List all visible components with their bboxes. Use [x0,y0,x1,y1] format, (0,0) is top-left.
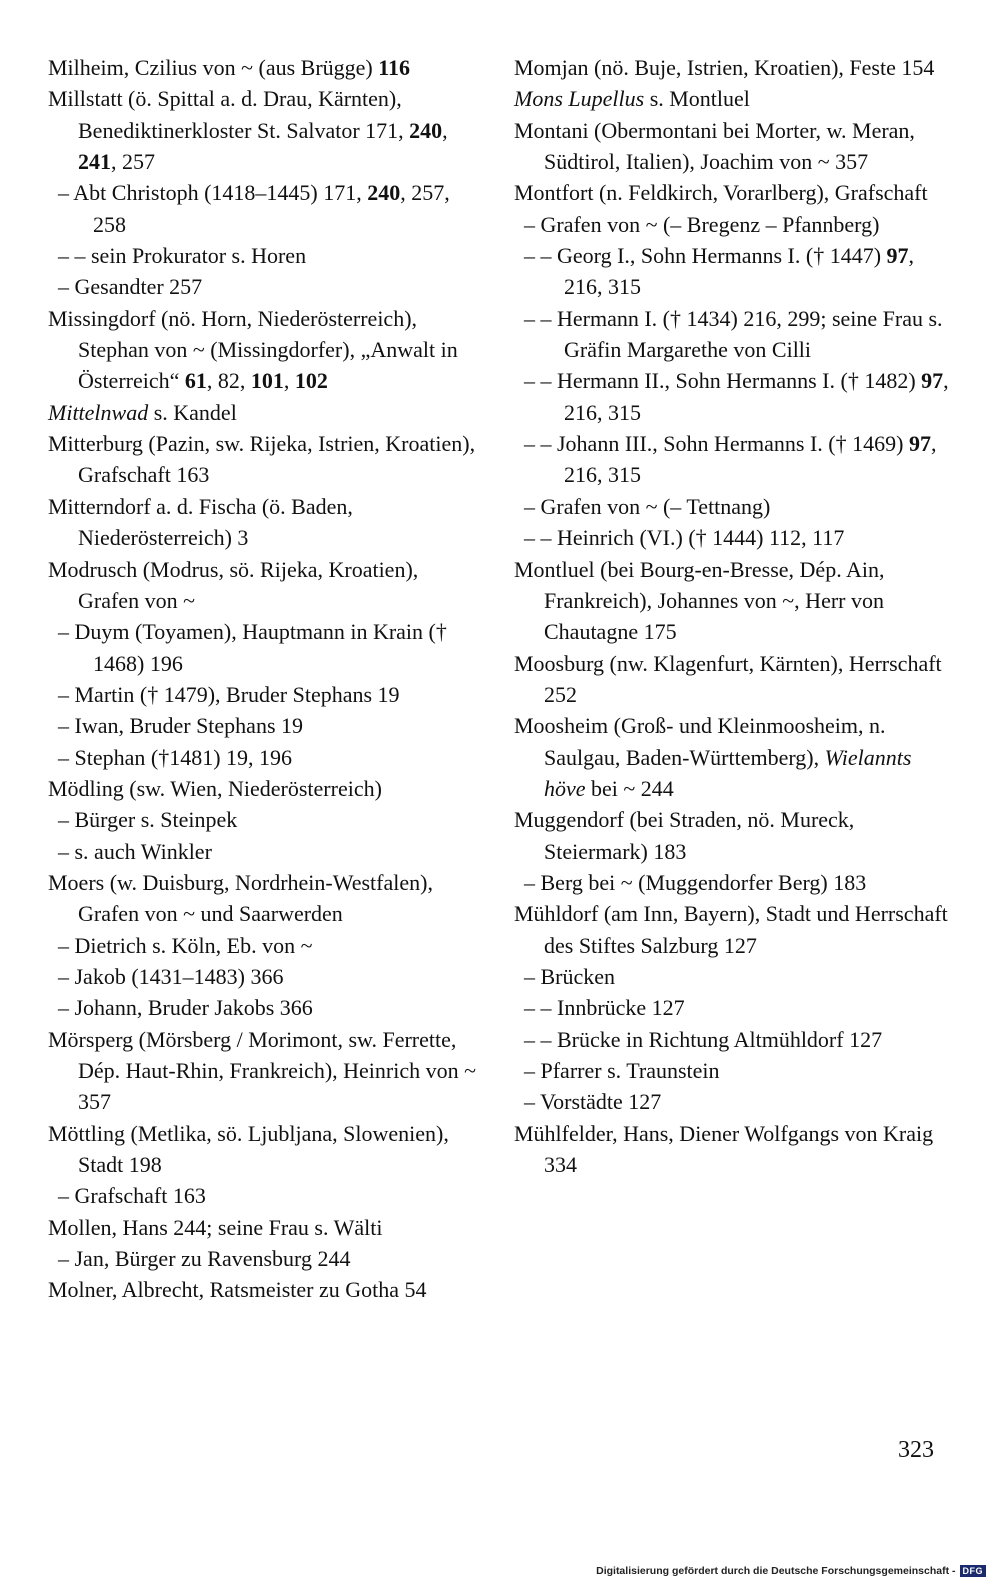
bold-page-ref: 97 [921,368,944,394]
index-entry [514,710,954,804]
entry-text: Möttling (Metlika, sö. Ljubljana, Slowenien), Stadt 198 [48,1120,449,1178]
index-entry [48,52,480,83]
entry-text: , 257, 258 [93,180,450,237]
index-subentry [48,271,480,302]
index-column-right [514,52,954,1180]
entry-text: – Jakob (1431–1483) 366 [58,963,284,989]
bold-page-ref: 102 [294,368,328,394]
entry-text: – s. auch Winkler [58,838,212,864]
index-subentry [48,836,480,867]
index-subentry [48,1180,480,1211]
footer-text: Digitalisierung gefördert durch die Deutsche Forschungsgemeinschaft - [596,1565,956,1577]
index-subentry [514,365,954,428]
entry-text: , 216, 315 [564,368,949,425]
entry-text: Muggendorf (bei Straden, nö. Mureck, Steiermark) 183 [514,807,855,864]
bold-page-ref: 97 [908,431,931,457]
index-subentry [514,867,954,898]
index-subentry [48,930,480,961]
index-subentry [514,1024,954,1055]
entry-text: – – Hermann II., Sohn Hermanns I. († 1482) [524,368,922,394]
entry-text: , 257 [111,149,155,175]
entry-text: s. Montluel [644,86,750,112]
entry-text: Milheim, Czilius von ~ (aus Brügge) [48,55,379,80]
index-subentry [48,804,480,835]
entry-text: – Pfarrer s. Traunstein [524,1058,720,1083]
entry-text: – Bürger s. Steinpek [58,807,238,833]
entry-text: – Duym (Toyamen), Hauptmann in Krain († 1468) 196 [58,619,447,676]
entry-text: Montani (Obermontani bei Morter, w. Meran, Südtirol, Italien), Joachim von ~ 357 [514,117,915,175]
index-subentry [48,1243,480,1274]
entry-text: s. Kandel [148,399,237,425]
entry-text: Missingdorf (nö. Horn, Niederösterreich), Stephan von ~ (Missingdorfer), „Anwalt in Österreich“ [48,305,458,394]
index-entry [514,648,954,711]
entry-text: – Iwan, Bruder Stephans 19 [58,713,304,739]
italic-term: Wielannts höve [544,744,912,801]
entry-text: – – Brücke in Richtung Altmühldorf 127 [524,1026,883,1052]
index-subentry [514,961,954,992]
entry-text: – Vorstädte 127 [524,1089,662,1115]
entry-text: – Grafen von ~ (– Tettnang) [524,493,771,519]
entry-text: – – Johann III., Sohn Hermanns I. († 1469) [524,431,909,457]
index-entry [48,491,480,554]
index-entry [514,1118,954,1181]
bold-page-ref: 241 [78,149,111,175]
entry-text: Montfort (n. Feldkirch, Vorarlberg), Grafschaft [514,180,928,206]
entry-text: Mühlfelder, Hans, Diener Wolfgangs von Kraig 334 [514,1120,934,1178]
entry-text: – – sein Prokurator s. Horen [58,243,307,269]
index-column-left [48,52,480,1306]
entry-text: – Jan, Bürger zu Ravensburg 244 [58,1246,351,1272]
footer-credit [596,1565,986,1577]
index-subentry [48,679,480,710]
entry-text: – Martin († 1479), Bruder Stephans 19 [58,681,400,707]
index-subentry [48,961,480,992]
index-entry [48,1274,480,1305]
entry-text: , 82, [206,368,251,394]
entry-text: Mitterndorf a. d. Fischa (ö. Baden, Niederösterreich) 3 [48,493,353,551]
index-entry [48,397,480,428]
entry-text: Mollen, Hans 244; seine Frau s. Wälti [48,1214,383,1240]
entry-text: – Abt Christoph (1418–1445) 171, [58,180,368,206]
index-entry [48,428,480,491]
entry-text: – – Georg I., Sohn Hermanns I. († 1447) [524,243,887,269]
entry-text: – – Hermann I. († 1434) 216, 299; seine Frau s. Gräfin Margarethe von Cilli [524,305,943,363]
index-entry [48,554,480,617]
entry-text: Mörsperg (Mörsberg / Morimont, sw. Ferrette, Dép. Haut-Rhin, Frankreich), Heinrich von ~ 357 [48,1026,477,1115]
entry-text: Momjan (nö. Buje, Istrien, Kroatien), Feste 154 [514,55,935,80]
index-entry [48,1212,480,1243]
dfg-logo: DFG [960,1565,987,1577]
index-subentry [514,992,954,1023]
entry-text: Molner, Albrecht, Ratsmeister zu Gotha 54 [48,1277,427,1303]
bold-page-ref: 101 [250,368,284,394]
entry-text: – – Heinrich (VI.) († 1444) 112, 117 [524,525,845,551]
entry-text: – Grafschaft 163 [58,1183,206,1209]
entry-text: , 216, 315 [564,243,915,300]
entry-text: – Dietrich s. Köln, Eb. von ~ [58,932,313,958]
index-entry [48,867,480,930]
page-number: 323 [898,1437,934,1463]
index-subentry [48,240,480,271]
entry-text: – Berg bei ~ (Muggendorfer Berg) 183 [524,869,867,895]
index-subentry [514,491,954,522]
entry-text: Moers (w. Duisburg, Nordrhein-Westfalen), Grafen von ~ und Saarwerden [48,869,433,927]
index-subentry [514,240,954,303]
entry-text: – Gesandter 257 [58,274,203,300]
entry-text: Mühldorf (am Inn, Bayern), Stadt und Herrschaft des Stiftes Salzburg 127 [514,901,948,958]
index-entry [48,83,480,177]
entry-text: Montluel (bei Bourg-en-Bresse, Dép. Ain, Frankreich), Johannes von ~, Herr von Chautagne 175 [514,556,885,645]
entry-text: , [442,117,448,143]
index-subentry [514,303,954,366]
entry-text: , [283,368,295,394]
index-entry [514,804,954,867]
index-subentry [48,742,480,773]
index-entry [48,303,480,397]
index-entry [514,115,954,178]
entry-text: – – Innbrücke 127 [524,995,685,1021]
bold-page-ref: 97 [886,243,909,269]
entry-text: bei ~ 244 [585,775,674,801]
entry-text: Modrusch (Modrus, sö. Rijeka, Kroatien), Grafen von ~ [48,556,419,613]
bold-page-ref: 61 [184,368,207,394]
entry-text: – Brücken [524,963,616,989]
entry-text: – Stephan (†1481) 19, 196 [58,744,293,770]
index-subentry [514,522,954,553]
index-subentry [514,1086,954,1117]
entry-text: Moosheim (Groß- und Kleinmoosheim, n. Saulgau, Baden-Württemberg), [514,713,886,770]
index-entry [48,1024,480,1118]
entry-text: Moosburg (nw. Klagenfurt, Kärnten), Herrschaft 252 [514,650,942,707]
bold-page-ref: 240 [409,117,443,143]
index-entry [514,898,954,961]
italic-term: Mons Lupellus [514,86,645,112]
italic-term: Mittelnwad [48,399,149,425]
index-subentry [48,177,480,240]
entry-text: – Grafen von ~ (– Bregenz – Pfannberg) [524,211,880,237]
index-entry [48,773,480,804]
entry-text: – Johann, Bruder Jakobs 366 [58,995,313,1021]
index-subentry [514,1055,954,1086]
index-subentry [514,209,954,240]
entry-text: , 216, 315 [564,431,937,488]
bold-page-ref: 116 [378,55,411,80]
index-entry [514,554,954,648]
index-subentry [514,428,954,491]
index-entry [514,52,954,83]
index-entry [48,1118,480,1181]
index-entry [514,83,954,114]
entry-text: Mitterburg (Pazin, sw. Rijeka, Istrien, Kroatien), Grafschaft 163 [48,431,476,488]
entry-text: Millstatt (ö. Spittal a. d. Drau, Kärnten), Benediktinerkloster St. Salvator 171, [48,86,410,143]
entry-text: Mödling (sw. Wien, Niederösterreich) [48,775,382,801]
index-entry [514,177,954,208]
bold-page-ref: 240 [367,180,401,206]
index-subentry [48,992,480,1023]
index-subentry [48,616,480,679]
index-subentry [48,710,480,741]
